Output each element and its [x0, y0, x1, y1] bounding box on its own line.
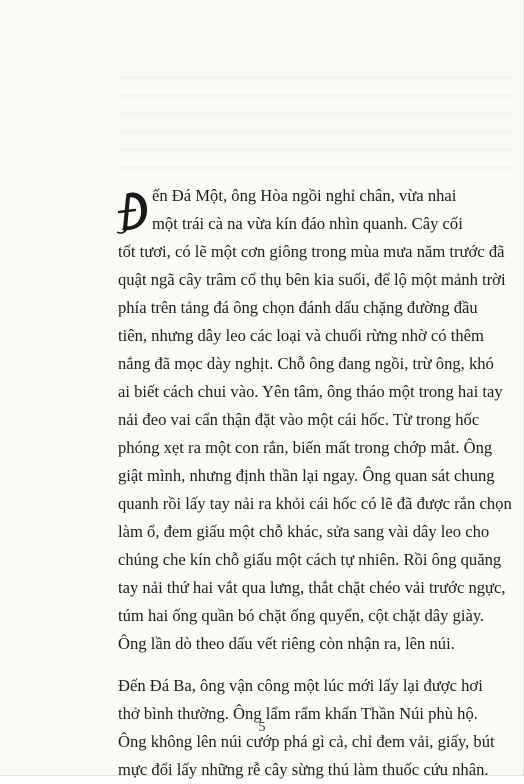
text-line: ai biết cách chui vào. Yên tâm, ông tháo một trong hai tay [118, 382, 503, 401]
bleed-through-text [120, 62, 512, 172]
body-text [118, 182, 514, 784]
text-line: tiên, nhưng dây leo các loại và chuối rừng nhờ có thêm [118, 326, 484, 345]
text-line: làm ổ, đem giấu một chỗ khác, sửa sang vài dây leo cho [118, 522, 490, 541]
text-line: tay nải thứ hai vắt qua lưng, thắt chặt chéo vải trước ngực, [118, 578, 506, 597]
page-number: 5 [258, 720, 266, 735]
text-line: giật mình, nhưng định thần lại ngay. Ông quan sát chung [118, 466, 495, 485]
text-line: Đến Đá Ba, ông vận công một lúc mới lấy lại được hơi [118, 676, 483, 695]
text-line: phía trên tảng đá ông chọn đánh dấu chặng đường đầu [118, 298, 478, 317]
text-line: quật ngã cây trâm cổ thụ bên kia suối, để lộ một mảnh trời [118, 270, 506, 289]
text-line: tốt tươi, có lẽ một cơn giông trong mùa mưa năm trước đã [118, 242, 505, 261]
text-line: nắng đã mọc dày nghịt. Chỗ ông đang ngồi, trừ ông, khó [118, 354, 494, 373]
text-line: Ông không lên núi cướp phá gì cả, chỉ đem vải, giấy, bút [118, 732, 495, 751]
text-line: ến Đá Một, ông Hòa ngồi nghỉ chân, vừa nhai [152, 186, 457, 205]
text-line: quanh rồi lấy tay nải ra khỏi cái hốc có lẽ đã được rắn chọn [118, 494, 512, 513]
paragraph-gap [118, 658, 514, 672]
text-line: mực đổi lấy những rễ cây sừng thú làm thuốc cứu nhân. [118, 760, 489, 779]
text-line: túm hai ống quần bó chặt ống quyển, cột chặt dây giày. [118, 606, 485, 625]
text-line: phóng xẹt ra một con rắn, biến mất trong chớp mắt. Ông [118, 438, 493, 457]
text-line: Ông lần dò theo dấu vết riêng còn nhận ra, lên núi. [118, 634, 455, 653]
text-line: chúng che kín chỗ giấu một cách tự nhiên. Rồi ông quăng [118, 550, 502, 569]
text-line: thở bình thường. Ông lẩm rẩm khấn Thần Núi phù hộ. [118, 704, 478, 723]
text-line: nải đeo vai cẩn thận đặt vào một cái hốc. Từ trong hốc [118, 410, 480, 429]
text-line: một trái cà na vừa kín đáo nhìn quanh. Cây cối [152, 214, 463, 233]
